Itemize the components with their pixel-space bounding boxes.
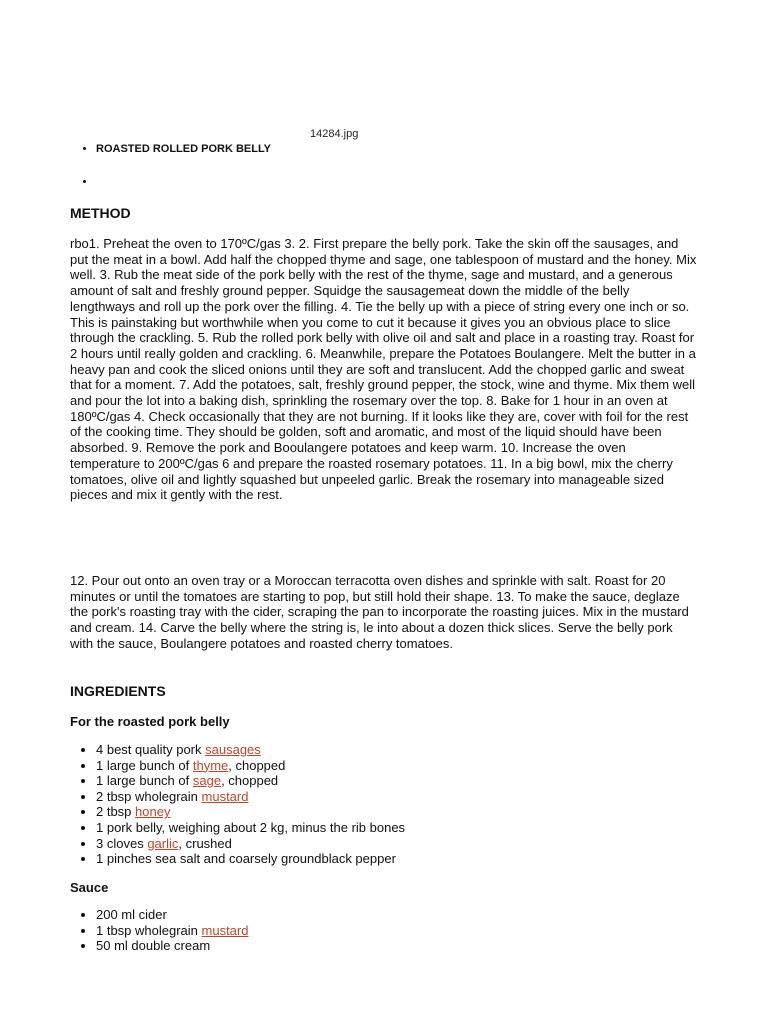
ingredient-item: [96, 907, 248, 923]
ingredient-item: [96, 758, 405, 774]
method-heading: METHOD: [70, 205, 131, 221]
ingredient-link[interactable]: sausages: [205, 742, 261, 757]
ingredient-link[interactable]: mustard: [201, 922, 249, 938]
empty-list-item: [96, 174, 271, 190]
ingredient-link[interactable]: sage: [192, 773, 222, 789]
ingredient-text-suffix: , chopped: [221, 773, 279, 789]
ingredient-text: 3 cloves: [96, 835, 148, 851]
ingredient-link[interactable]: honey: [135, 804, 171, 820]
ingredient-text: 1 pinches sea salt and coarsely groundblack pepper: [96, 851, 396, 867]
sauce-ingredient-list: [70, 907, 248, 954]
ingredient-text: 1 large bunch of: [96, 773, 193, 789]
ingredient-text: 1 large bunch of: [96, 757, 193, 773]
sauce-subheading: Sauce: [70, 880, 109, 895]
ingredient-item: [96, 836, 405, 852]
ingredient-link[interactable]: garlic: [147, 835, 179, 851]
ingredient-link[interactable]: mustard: [201, 788, 249, 804]
ingredient-text-suffix: , crushed: [178, 835, 232, 851]
ingredient-text: 4 best quality pork: [96, 742, 206, 757]
ingredient-link[interactable]: thyme: [192, 757, 229, 773]
ingredient-item: [96, 938, 248, 954]
ingredients-heading: INGREDIENTS: [70, 683, 166, 699]
ingredient-item: [96, 773, 405, 789]
ingredient-text: 1 tbsp wholegrain: [96, 922, 202, 938]
pork-belly-ingredient-list: [70, 742, 405, 867]
ingredient-item: [96, 742, 405, 758]
ingredient-item: [96, 789, 405, 805]
ingredient-item: [96, 923, 248, 939]
ingredient-item: [96, 851, 405, 867]
ingredient-text: 2 tbsp: [96, 804, 136, 820]
recipe-title: • ROASTED ROLLED PORK BELLY: [96, 141, 271, 158]
ingredient-item: [96, 820, 405, 836]
image-filename-caption: 14284.jpg: [310, 128, 359, 140]
pork-belly-subheading: For the roasted pork belly: [70, 714, 230, 729]
ingredient-text: 1 pork belly, weighing about 2 kg, minus the rib bones: [96, 819, 406, 835]
method-paragraph-1: rbo1. Preheat the oven to 170ºC/gas 3. 2. First prepare the belly pork. Take the skin off the sausages, and put the meat in a bowl. Add half the chopped thyme and sage, one tablespoon of mustard and the honey. Mix well. 3. Rub the meat side of the pork belly with the rest of the thyme, sage and mustard, and a generous amount of salt and freshly ground pepper. Squidge the sausagemeat down the middle of the belly lengthways and roll up the pork over the filling. 4. Tie the belly up with a piece of string every one inch or so. This is painstaking but worthwhile when you come to cut it because it gives you an obvious place to slice through the crackling. 5. Rub the rolled pork belly with olive oil and salt and place in a roasting tray. Roast for 2 hours until really golden and crackling. 6. Meanwhile, prepare the Potatoes Boulangere. Melt the butter in a heavy pan and cook the sliced onions until they are soft and translucent. Add the chopped garlic and sweat that for a moment. 7. Add the potatoes, salt, freshly ground pepper, the stock, wine and thyme. Mix them well and pour the lot into a baking dish, sprinkling the rosemary over the top. 8. Bake for 1 hour in an oven at 180ºC/gas 4. Check occasionally that they are not burning. If it looks like they are, cover with foil for the rest of the cooking time. They should be golden, soft and aromatic, and most of the liquid should have been absorbed. 9. Remove the pork and Booulangere potatoes and keep warm. 10. Increase the oven temperature to 200ºC/gas 6 and prepare the roasted rosemary potatoes. 11. In a big bowl, mix the cherry tomatoes, olive oil and lightly squashed but unpeeled garlic. Break the rosemary into manageable sized pieces and mix it gently with the rest.: [70, 236, 697, 503]
ingredient-text-suffix: , chopped: [228, 757, 286, 773]
title-list: [70, 141, 271, 190]
ingredient-text: 200 ml cider: [96, 907, 167, 922]
method-paragraph-2: 12. Pour out onto an oven tray or a Moroccan terracotta oven dishes and sprinkle with salt. Roast for 20 minutes or until the tomatoes are starting to pop, but still hold their shape. 13. To make the sauce, deglaze the pork's roasting tray with the cider, scraping the pan to incorporate the roasting juices. Mix in the mustard and cream. 14. Carve the belly where the string is, le into about a dozen thick slices. Serve the belly pork with the sauce, Boulangere potatoes and roasted cherry tomatoes.: [70, 573, 689, 651]
ingredient-item: [96, 804, 405, 820]
ingredient-text: 2 tbsp wholegrain: [96, 788, 202, 804]
ingredient-text: 50 ml double cream: [96, 938, 211, 954]
